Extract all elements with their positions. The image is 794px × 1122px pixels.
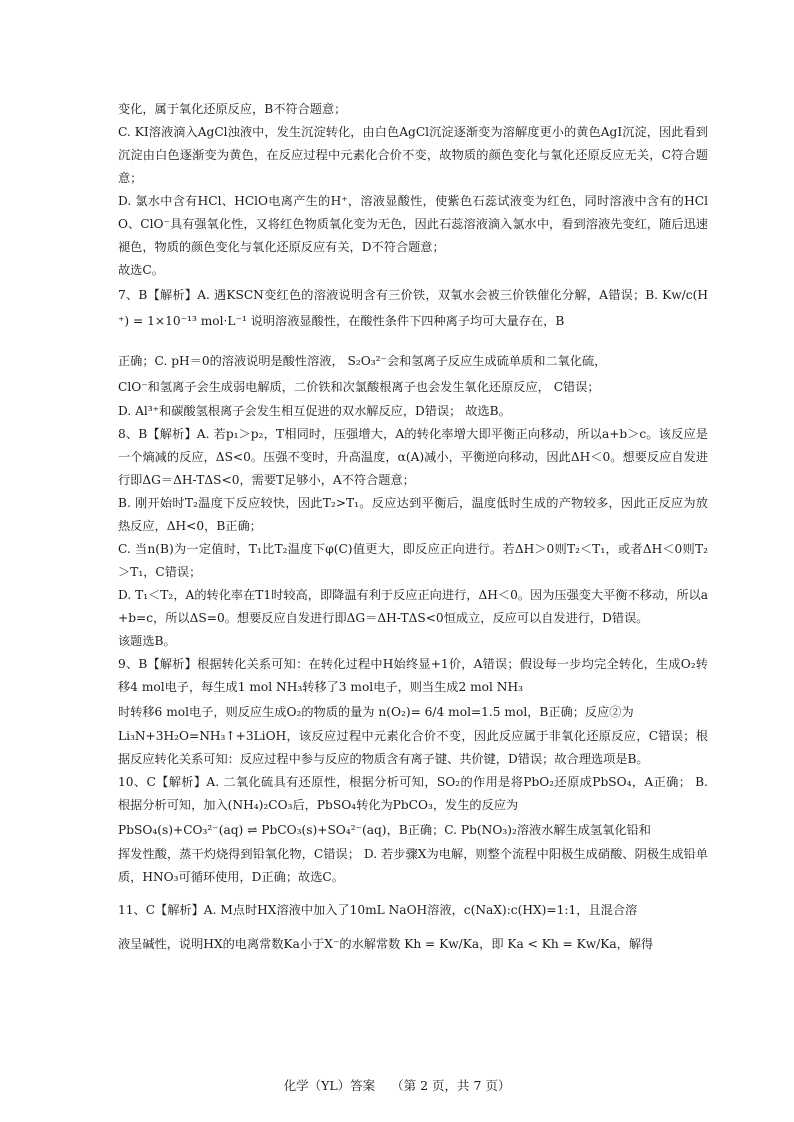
question-7-part-4: D. Al³⁺和碳酸氢根离子会发生相互促进的双水解反应，D错误； 故选B。 <box>118 404 511 418</box>
question-8-a: 8、B【解析】A. 若p₁＞p₂，T相同时，压强增大，A的转化率增大即平衡正向移动，所以a+b＞c。该反应是一个熵减的反应，ΔS<0。压强不变时，升高温度，α(A)减小，平衡逆向移动，因此ΔH＜0。想要反应自发进行即ΔG＝ΔH-TΔS<0，需要T足够小，A不符合题意； <box>118 427 708 487</box>
question-8-d: D. T₁＜T₂，A的转化率在T1时较高，即降温有利于反应正向进行，ΔH＜0。因为压强变大平衡不移动，所以a+b=c，所以ΔS=0。想要反应自发进行即ΔG＝ΔH-TΔS<0恒成立，反应可以自发进行，D错误。 <box>118 588 708 625</box>
footer-subject: 化学（YL）答案 <box>283 1078 376 1093</box>
question-8-b: B. 刚开始时T₂温度下反应较快，因此T₂>T₁。反应达到平衡后，温度低时生成的产物较多，因此正反应为放热反应，ΔH<0，B正确； <box>118 496 708 533</box>
question-11-part-2: 液呈碱性，说明HX的电离常数Ka小于X⁻的水解常数 Kh = Kw/Ka，即 Ka < Kh = Kw/Ka，解得 <box>118 937 654 951</box>
footer-page-number: （第 2 页，共 7 页） <box>391 1078 511 1093</box>
question-10-part-2: PbSO₄(s)+CO₃²⁻(aq) ⇌ PbCO₃(s)+SO₄²⁻(aq)，B正确；C. Pb(NO₃)₂溶液水解生成氢氧化铅和 <box>118 823 651 837</box>
question-7-part-1: 7、B【解析】A. 遇KSCN变红色的溶液说明含有三价铁，双氧水会被三价铁催化分解，A错误；B. Kw/c(H⁺) = 1×10⁻¹³ mol·L⁻¹ 说明溶液显酸性，在酸性条件下四种离子均可大量存在，B <box>118 288 708 328</box>
page-footer <box>0 1076 794 1094</box>
question-10-part-1: 10、C【解析】A. 二氧化硫具有还原性，根据分析可知，SO₂的作用是将PbO₂还原成PbSO₄，A正确； B. 根据分析可知，加入(NH₄)₂CO₃后，PbSO₄转化为PbCO₃，发生的反应为 <box>118 775 708 812</box>
question-7-part-3: ClO⁻和氢离子会生成弱电解质，二价铁和次氯酸根离子也会发生氧化还原反应， C错误； <box>118 380 600 394</box>
question-10-part-3: 挥发性酸，蒸干灼烧得到铅氧化物，C错误； D. 若步骤X为电解，则整个流程中阳极生成硝酸、阴极生成铅单质，HNO₃可循环使用，D正确；故选C。 <box>118 847 708 884</box>
question-9-part-1: 9、B【解析】根据转化关系可知：在转化过程中H始终显+1价，A错误；假设每一步均完全转化，生成O₂转移4 mol电子，每生成1 mol NH₃转移了3 mol电子，则当生成2 mol NH₃ <box>118 657 708 694</box>
text-para-c: C. KI溶液滴入AgCl浊液中，发生沉淀转化，由白色AgCl沉淀逐渐变为溶解度更小的黄色AgI沉淀，因此看到沉淀由白色逐渐变为黄色，在反应过程中元素化合价不变，故物质的颜色变化与氧化还原反应无关，C符合题意； <box>118 125 708 185</box>
question-9-part-2: 时转移6 mol电子，则反应生成O₂的物质的量为 n(O₂)= 6/4 mol=1.5 mol，B正确；反应②为 <box>118 705 634 719</box>
question-11-part-1: 11、C【解析】A. M点时HX溶液中加入了10mL NaOH溶液，c(NaX):c(HX)=1:1，且混合溶 <box>118 903 638 917</box>
text-line-1: 变化，属于氧化还原反应，B不符合题意； <box>118 102 347 116</box>
question-8-c: C. 当n(B)为一定值时，T₁比T₂温度下φ(C)值更大，即反应正向进行。若ΔH＞0则T₂＜T₁，或者ΔH＜0则T₂＞T₁，C错误； <box>118 542 708 579</box>
question-7-part-2: 正确；C. pH＝0的溶液说明是酸性溶液， S₂O₃²⁻会和氢离子反应生成硫单质和二氧化硫， <box>118 354 607 368</box>
question-8-conclusion: 该题选B。 <box>118 634 176 648</box>
text-para-d: D. 氯水中含有HCl、HClO电离产生的H⁺，溶液显酸性，使紫色石蕊试液变为红色，同时溶液中含有的HClO、ClO⁻具有强氧化性，又将红色物质氧化变为无色，因此石蕊溶液滴入氯水中，看到溶液先变红，随后迅速褪色，物质的颜色变化与氧化还原反应有关，D不符合题意； <box>118 194 708 254</box>
question-9-part-3: Li₃N+3H₂O=NH₃↑+3LiOH，该反应过程中元素化合价不变，因此反应属于非氧化还原反应，C错误；根据反应转化关系可知：反应过程中参与反应的物质含有离子键、共价键，D错误；故合理选项是B。 <box>118 729 708 766</box>
text-conclusion-6: 故选C。 <box>118 263 164 277</box>
